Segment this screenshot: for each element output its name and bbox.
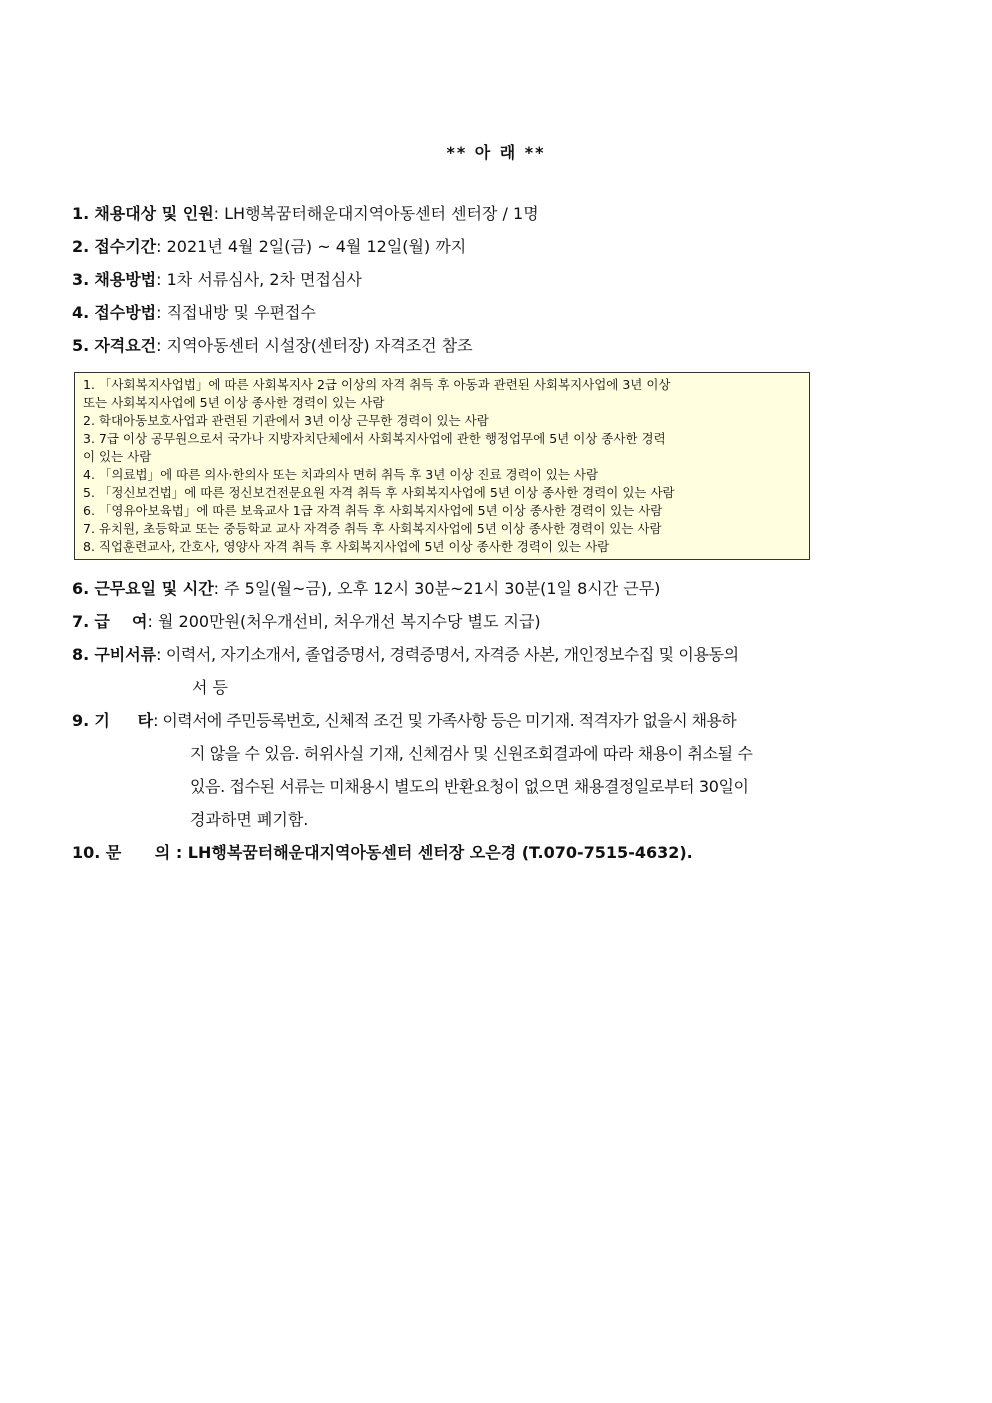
item-label: 근무요일 및 시간 [94,579,214,598]
contact-line: 10. 문 의 : LH행복꿈터해운대지역아동센터 센터장 오은경 (T.070-7515-4632). [72,843,693,862]
item-number: 9. [72,711,90,730]
item-etc-cont: 경과하면 폐기함. [190,810,309,829]
item-label: 자격요건 [94,336,157,355]
item-number: 5. [72,336,90,355]
item-value: : 월 200만원(처우개선비, 처우개선 복지수당 별도 지급) [147,612,541,631]
item-etc-cont: 지 않을 수 있음. 허위사실 기재, 신체검사 및 신원조회결과에 따라 채용이 취소될 수 [190,744,753,763]
item-value: : 이력서, 자기소개서, 졸업증명서, 경력증명서, 자격증 사본, 개인정보수집 및 이용동의 [156,645,739,664]
item-label: 채용대상 및 인원 [94,204,214,223]
qualification-box [74,372,810,560]
qualification-line: 또는 사회복지사업에 5년 이상 종사한 경력이 있는 사람 [83,395,385,410]
heading: ** 아 래 ** [446,143,546,162]
item-label: 채용방법 [94,270,157,289]
item-value: : 1차 서류심사, 2차 면접심사 [156,270,362,289]
item-work-hours [72,578,660,600]
qualification-line: 4. 「의료법」에 따른 의사·한의사 또는 치과의사 면허 취득 후 3년 이상 진료 경력이 있는 사람 [83,467,599,482]
item-label: 급 여 [94,612,148,631]
item-number: 2. [72,237,90,256]
item-number: 6. [72,579,90,598]
item-application-period [72,236,466,258]
qualification-line: 8. 직업훈련교사, 간호사, 영양사 자격 취득 후 사회복지사업에 5년 이상 종사한 경력이 있는 사람 [83,539,610,554]
item-label: 접수기간 [94,237,157,256]
item-value: : 2021년 4월 2일(금) ~ 4월 12일(월) 까지 [156,237,467,256]
qualification-line: 이 있는 사람 [83,449,152,464]
item-required-documents [72,644,739,666]
qualification-line: 2. 학대아동보호사업과 관련된 기관에서 3년 이상 근무한 경력이 있는 사람 [83,413,489,428]
item-value: : 주 5일(월~금), 오후 12시 30분~21시 30분(1일 8시간 근무) [213,579,661,598]
item-value: : LH행복꿈터해운대지역아동센터 센터장 / 1명 [213,204,539,223]
qualification-line: 3. 7급 이상 공무원으로서 국가나 지방자치단체에서 사회복지사업에 관한 행정업무에 5년 이상 종사한 경력 [83,431,666,446]
item-label: 구비서류 [94,645,157,664]
item-required-documents-cont: 서 등 [192,678,228,697]
item-recruit-method [72,269,362,291]
item-label: 접수방법 [94,303,157,322]
item-value: : 이력서에 주민등록번호, 신체적 조건 및 가족사항 등은 미기재. 적격자가 없을시 채용하 [153,711,737,730]
item-value: : 지역아동센터 시설장(센터장) 자격조건 참조 [156,336,473,355]
qualification-line: 7. 유치원, 초등학교 또는 중등학교 교사 자격증 취득 후 사회복지사업에 5년 이상 종사한 경력이 있는 사람 [83,521,662,536]
qualification-line: 5. 「정신보건법」에 따른 정신보건전문요원 자격 취득 후 사회복지사업에 5년 이상 종사한 경력이 있는 사람 [83,485,675,500]
qualification-line: 1. 「사회복지사업법」에 따른 사회복지사 2급 이상의 자격 취득 후 아동과 관련된 사회복지사업에 3년 이상 [83,377,671,392]
item-number: 1. [72,204,90,223]
item-number: 7. [72,612,90,631]
item-qualifications [72,335,473,357]
item-label: 기 타 [94,711,154,730]
item-etc-cont: 있음. 접수된 서류는 미채용시 별도의 반환요청이 없으면 채용결정일로부터 30일이 [190,777,749,796]
item-number: 3. [72,270,90,289]
item-application-method [72,302,316,324]
item-etc [72,710,736,732]
qualification-line: 6. 「영유아보육법」에 따른 보육교사 1급 자격 취득 후 사회복지사업에 5년 이상 종사한 경력이 있는 사람 [83,503,663,518]
item-number: 4. [72,303,90,322]
item-salary [72,611,541,633]
item-value: : 직접내방 및 우편접수 [156,303,316,322]
item-number: 8. [72,645,90,664]
item-recruit-target [72,203,539,225]
